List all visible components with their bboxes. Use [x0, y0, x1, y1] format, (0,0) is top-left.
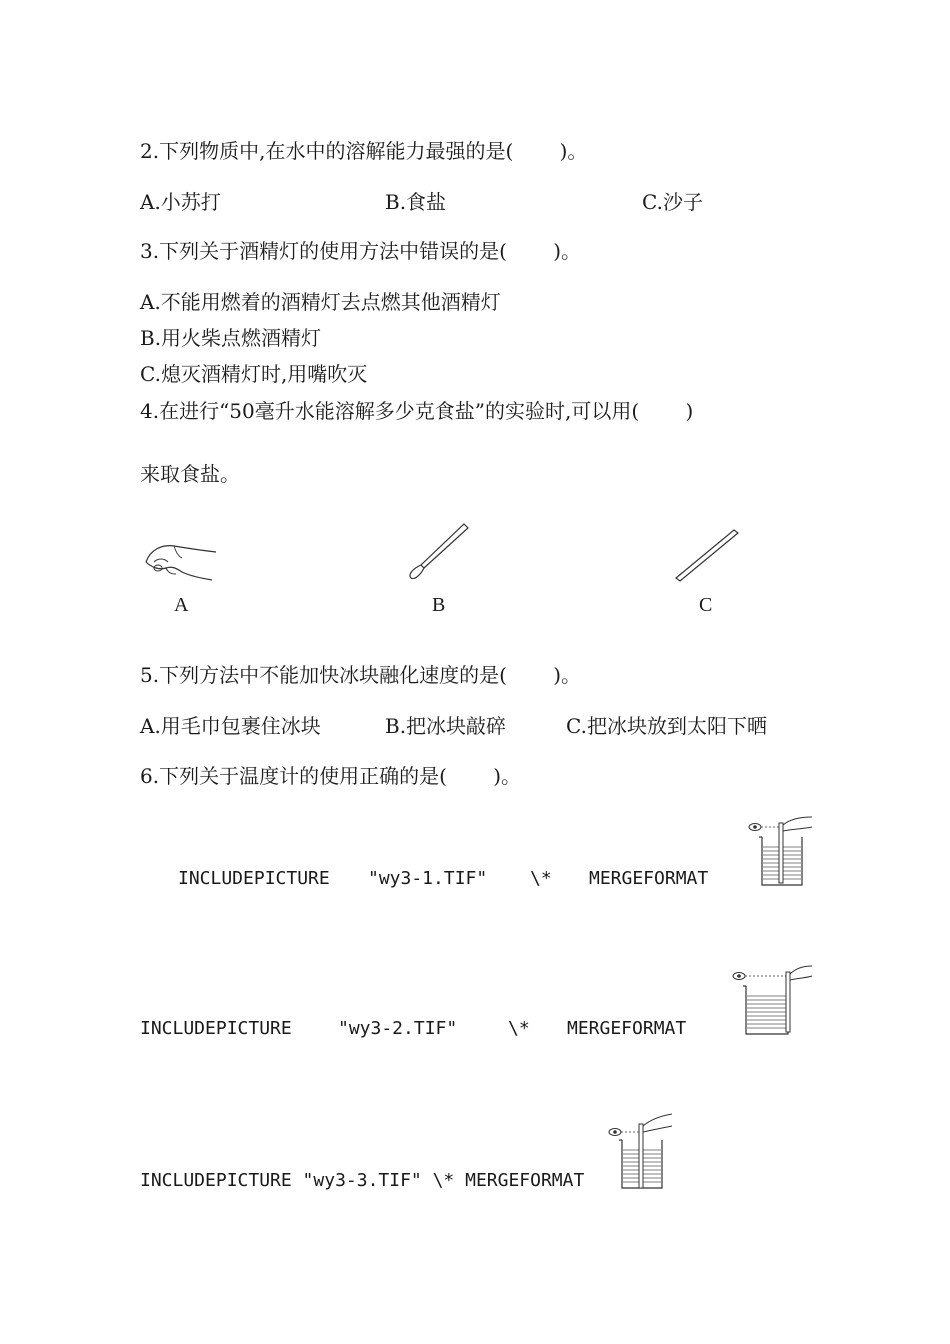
field-code-1-part-4: MERGEFORMAT — [589, 868, 709, 889]
q5-option-c: C.把冰块放到太阳下晒 — [566, 714, 767, 738]
q6-stem: 6.下列关于温度计的使用正确的是( )。 — [140, 764, 522, 788]
tool-label-a: A — [174, 594, 189, 616]
q2-stem: 2.下列物质中,在水中的溶解能力最强的是( )。 — [140, 139, 588, 163]
beaker-thermometer-icon — [746, 815, 814, 889]
tool-label-b: B — [432, 594, 446, 616]
q2-option-c: C.沙子 — [642, 190, 703, 214]
q2-option-b: B.食盐 — [385, 190, 447, 214]
field-code-2-part-3: \* — [508, 1018, 530, 1039]
q5-option-b: B.把冰块敲碎 — [385, 714, 507, 738]
field-code-3: INCLUDEPICTURE "wy3-3.TIF" \* MERGEFORMAT — [140, 1170, 585, 1191]
spatula-icon — [408, 522, 470, 584]
q3-option-b: B.用火柴点燃酒精灯 — [140, 326, 322, 350]
field-code-2-part-1: INCLUDEPICTURE — [140, 1018, 292, 1039]
beaker-thermometer-icon — [606, 1112, 674, 1192]
q5-option-a: A.用毛巾包裹住冰块 — [140, 714, 321, 738]
field-code-1-part-2: "wy3-1.TIF" — [368, 868, 488, 889]
field-code-1-part-3: \* — [530, 868, 552, 889]
beaker-thermometer-icon — [730, 964, 814, 1038]
q4-stem-line1: 4.在进行“50毫升水能溶解多少克食盐”的实验时,可以用( ) — [140, 399, 694, 423]
q3-stem: 3.下列关于酒精灯的使用方法中错误的是( )。 — [140, 239, 582, 263]
q4-stem-line2: 来取食盐。 — [140, 462, 240, 486]
q2-option-a: A.小苏打 — [140, 190, 221, 214]
q3-option-c: C.熄灭酒精灯时,用嘴吹灭 — [140, 362, 368, 386]
field-code-2-part-4: MERGEFORMAT — [567, 1018, 687, 1039]
field-code-2-part-2: "wy3-2.TIF" — [338, 1018, 458, 1039]
field-code-1-part-1: INCLUDEPICTURE — [178, 868, 330, 889]
hand-pinch-icon — [142, 538, 220, 584]
tool-label-c: C — [699, 594, 713, 616]
q5-stem: 5.下列方法中不能加快冰块融化速度的是( )。 — [140, 663, 582, 687]
glass-rod-icon — [672, 528, 740, 584]
q3-option-a: A.不能用燃着的酒精灯去点燃其他酒精灯 — [140, 290, 501, 314]
